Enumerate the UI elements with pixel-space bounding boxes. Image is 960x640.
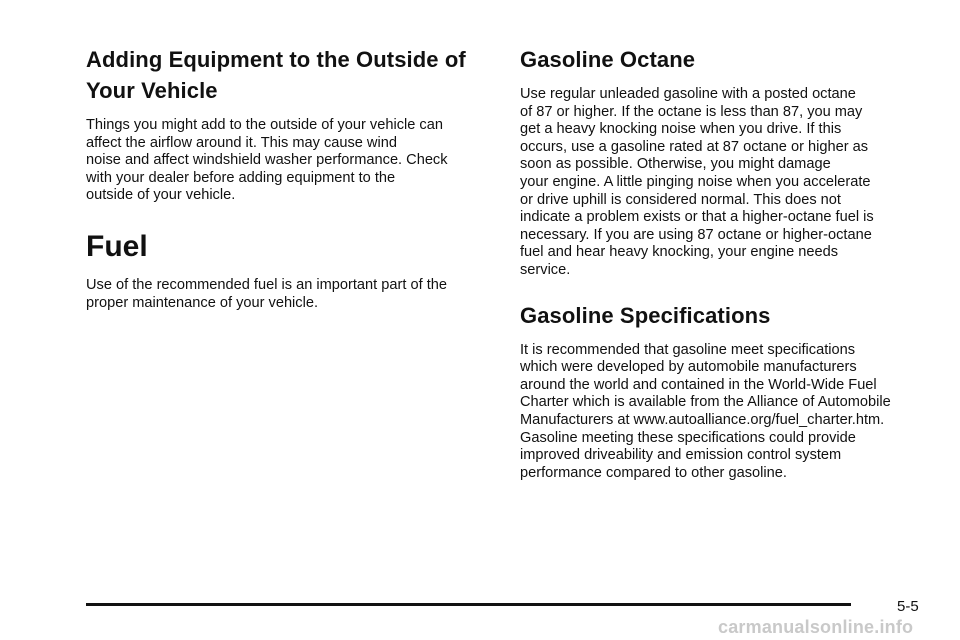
text-line: Charter which is available from the Alliance of Automobile [520,394,891,411]
heading-line: Adding Equipment to the Outside of [86,47,466,72]
text-line: around the world and contained in the World-Wide Fuel [520,376,877,393]
text-line: necessary. If you are using 87 octane or higher-octane [520,226,872,243]
paragraph-gasoline-octane [520,86,930,280]
heading-fuel: Fuel [86,229,148,263]
paragraph-adding-equipment [86,117,492,205]
text-line: or drive uphill is considered normal. This does not [520,191,841,208]
text-line: noise and affect windshield washer performance. Check [86,152,448,169]
text-line: service. [520,261,571,278]
text-line: occurs, use a gasoline rated at 87 octane or higher as [520,138,869,155]
text-line: fuel and hear heavy knocking, your engine needs [520,244,839,261]
page-number: 5-5 [897,598,919,615]
heading-adding-equipment [86,44,492,106]
text-line: of 87 or higher. If the octane is less than 87, you may [520,103,863,120]
text-line: get a heavy knocking noise when you drive. If this [520,121,842,138]
text-line: It is recommended that gasoline meet specifications [520,341,856,358]
text-line: Gasoline meeting these specifications could provide [520,429,856,446]
text-line: Manufacturers at www.autoalliance.org/fuel_charter.htm. [520,411,885,428]
left-column [86,44,492,312]
text-line: Use of the recommended fuel is an important part of the [86,276,447,293]
text-line: soon as possible. Otherwise, you might damage [520,156,831,173]
right-column [520,44,930,482]
text-line: performance compared to other gasoline. [520,464,787,481]
text-line: your engine. A little pinging noise when you accelerate [520,173,871,190]
text-line: outside of your vehicle. [86,187,236,204]
text-line: affect the airflow around it. This may cause wind [86,134,397,151]
text-line: Things you might add to the outside of your vehicle can [86,117,443,133]
text-line: proper maintenance of your vehicle. [86,294,319,311]
text-line: Use regular unleaded gasoline with a posted octane [520,86,856,102]
text-line: improved driveability and emission control system [520,447,842,464]
heading-gasoline-specifications: Gasoline Specifications [520,302,771,328]
text-line: which were developed by automobile manufacturers [520,359,857,376]
text-line: with your dealer before adding equipment to the [86,169,396,186]
text-line: indicate a problem exists or that a higher-octane fuel is [520,209,874,226]
footer-rule [86,603,851,606]
watermark: carmanualsonline.info [718,617,914,637]
paragraph-fuel [86,277,492,312]
paragraph-gasoline-specifications [520,342,930,483]
heading-gasoline-octane: Gasoline Octane [520,47,696,72]
heading-line: Your Vehicle [86,78,218,103]
